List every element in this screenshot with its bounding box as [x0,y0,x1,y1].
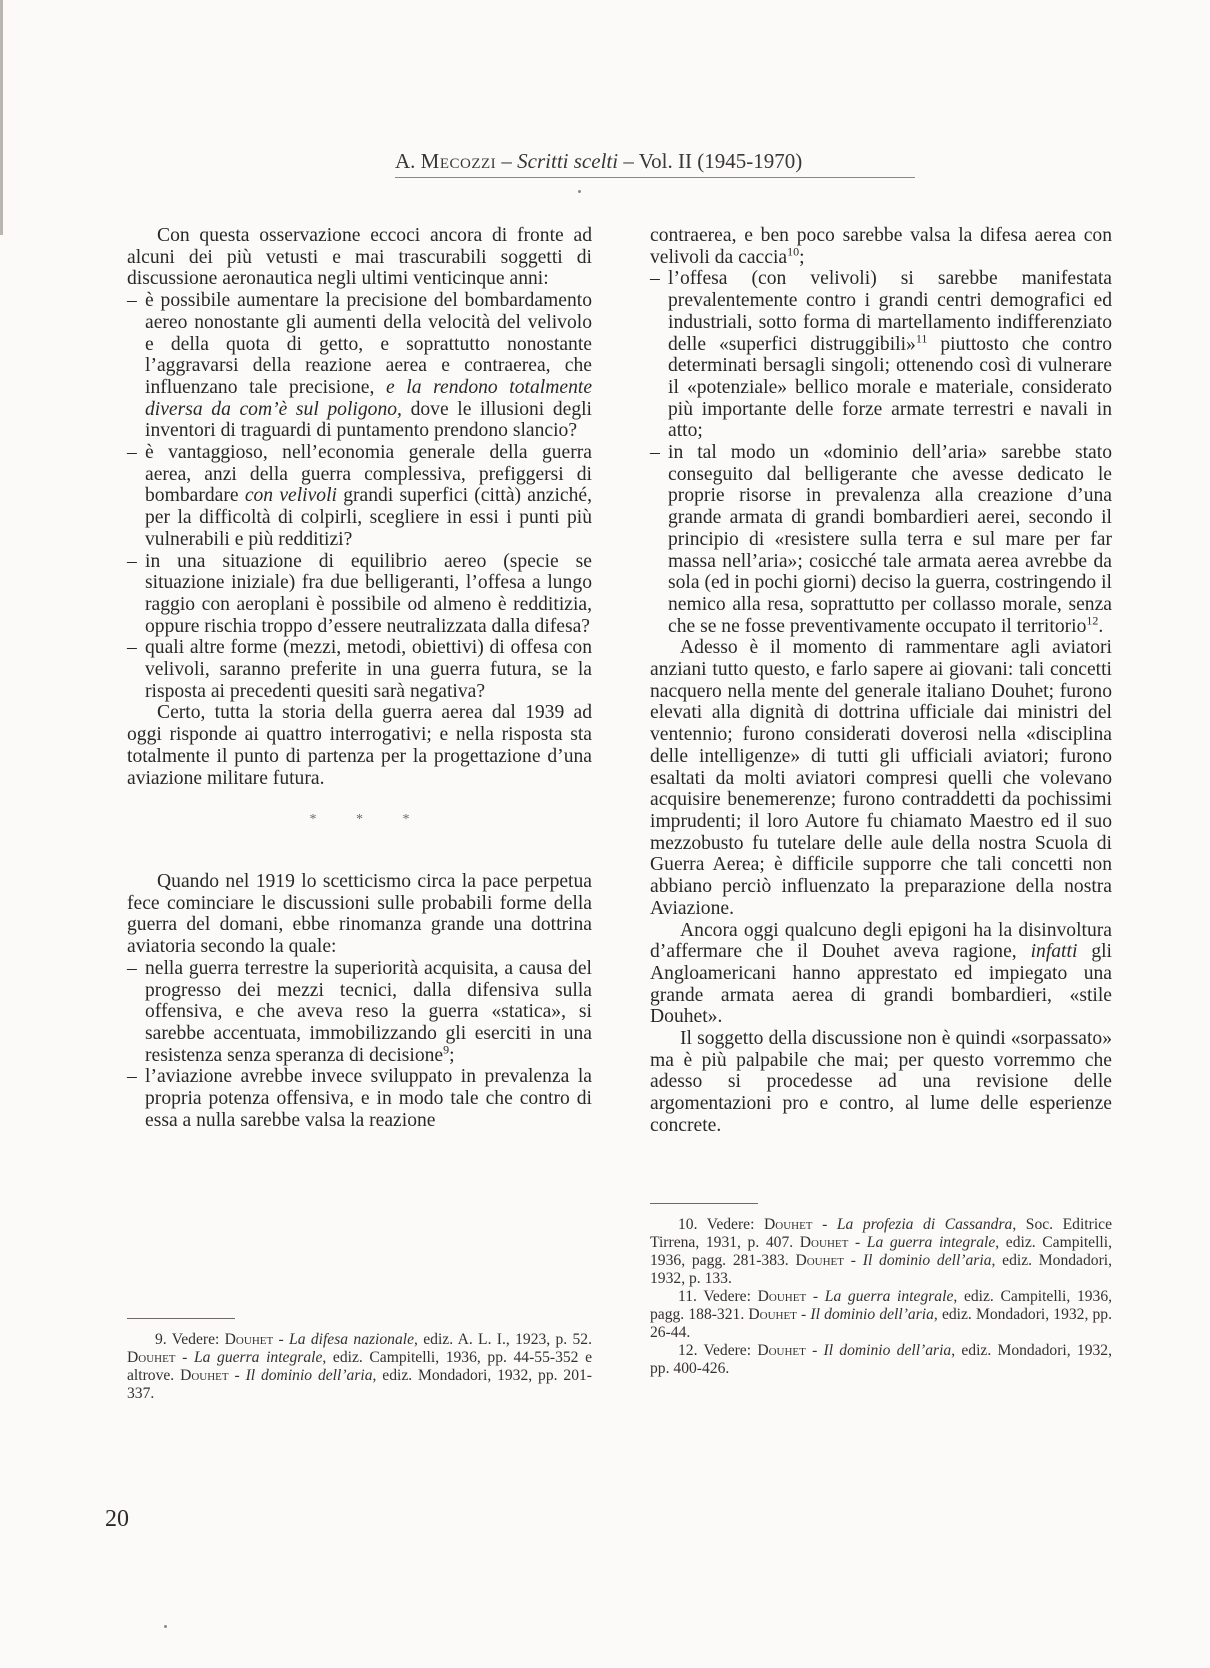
footnote-dash: - [175,1349,194,1366]
footnote-11-author-1: Douhet [757,1288,807,1305]
footnote-10-title-2: La guerra integrale [866,1234,996,1251]
footnote-rule-right [650,1203,758,1204]
footnote-dash: - [228,1367,246,1384]
footnote-rule-left [127,1318,235,1319]
section-separator: * * * [309,812,428,828]
doctrine-list [127,958,592,1132]
questions-list [127,290,592,702]
footnote-9-title-3: Il dominio dell’aria [245,1367,373,1384]
footnote-9 [127,1331,592,1403]
footnote-11 [650,1288,1112,1342]
right-column [650,225,1112,1137]
footnote-ref-12[interactable]: 12 [1086,613,1099,628]
doctrine-4-end: . [1098,615,1104,637]
ancora-text-a: Ancora oggi qualcuno degli epigoni ha la disinvoltura d’affermare che il Douhet aveva ragione, [650,919,1112,963]
ancora-paragraph [650,920,1112,1029]
footnote-ref-11[interactable]: 11 [915,330,928,345]
footnote-12-number: 12. Vedere: [678,1342,758,1359]
footnote-10-author-3: Douhet [795,1252,845,1269]
footnote-9-number: 9. Vedere: [155,1331,225,1348]
doctrine-item-2 [127,1066,592,1131]
doctrine-1-end: ; [449,1044,455,1066]
footnote-10-author-1: Douhet [763,1216,813,1233]
doctrine-3-end: piuttosto che contro determinati bersagli singoli; ottenendo così di vulnerare il «potenziale» bellico morale e materiale, considerato più importante delle forze armate terrestri e navali in atto; [668,333,1112,442]
footnote-12-ref-1: , ediz. Mondadori, 1932, pp. 400-426. [650,1342,1112,1377]
header-book-title: Scritti scelti [517,149,619,173]
question-2-text: è vantaggioso, nell’economia generale della guerra aerea, anzi della guerra complessiva, prefiggersi di bombardare [145,442,592,507]
continuation-paragraph [650,225,1112,268]
header-separator: – [496,149,518,173]
doctrine-2-text: l’aviazione avrebbe invece sviluppato in prevalenza la propria potenza offensiva, e in modo tale che contro di essa a nulla sarebbe valsa la reazione [145,1066,592,1131]
question-1-end: dove le illusioni degli inventori di traguardi di puntamento prendono slancio? [145,398,593,442]
question-2-end: grandi superfici (città) anziché, per la difficoltà di colpirli, scegliere in essi i punti più vulnerabili e più redditizi? [145,485,593,550]
footnote-11-title-1: La guerra integrale [824,1288,954,1305]
question-item-2 [127,442,592,551]
scan-speck [164,1625,167,1628]
footnote-12-title-1: Il dominio dell’aria [823,1342,952,1359]
footnote-11-ref-1: , ediz. Campitelli, 1936, pagg. 188-321. [650,1288,1113,1323]
footnote-12-author-1: Douhet [757,1342,806,1359]
footnote-9-ref-3: , ediz. Mondadori, 1932, pp. 201-337. [127,1367,592,1402]
question-4-text: quali altre forme (mezzi, metodi, obiettivi) di offesa con velivoli, saranno preferite in una guerra futura, se la risposta ai precedenti quesiti sarà negativa? [145,637,592,702]
doctrine-1-text: nella guerra terrestre la superiorità acquisita, a causa del progresso dei mezzi tecnici, dalla difensiva sulla offensiva, e che aveva reso la guerra «statica», si sarebbe accentuata, immobilizzando gli eserciti in una resistenza senza speranza di decisione [145,957,592,1066]
footnote-dash: - [848,1234,867,1251]
footnote-dash: - [844,1252,863,1269]
footnote-9-ref-2: , ediz. Campitelli, 1936, pp. 44-55-352 e altrove. [127,1349,592,1384]
footnote-9-author-3: Douhet [180,1367,229,1384]
continuation-end: ; [799,246,805,268]
question-3-text: in una situazione di equilibrio aereo (specie se situazione iniziale) fra due belligeranti, l’offesa a lungo raggio con aeroplani è possibile od almeno è redditizia, oppure rischia troppo d’essere neutralizzata dalla difesa? [145,550,592,637]
intro-paragraph: Con questa osservazione eccoci ancora di fronte ad alcuni dei più vetusti e mai trascurabili soggetti di discussione aeronautica negli ultimi venticinque anni: [127,225,592,290]
footnote-9-ref-1: , ediz. A. L. I., 1923, p. 52. [414,1331,593,1348]
footnote-ref-10[interactable]: 10 [787,244,800,259]
doctrine-item-3 [650,268,1112,442]
header-author-initial: A. [395,149,421,173]
footnote-10-title-1: La profezia di Cassandra [836,1216,1013,1233]
page-number: 20 [105,1506,129,1532]
footnote-dash: - [796,1306,811,1323]
footnotes-right [650,1203,1112,1378]
footnote-9-title-1: La difesa nazionale [289,1331,415,1348]
header-volume: – Vol. II (1945-1970) [618,149,803,173]
header-rule [395,177,915,178]
footnote-9-title-2: La guerra integrale [193,1349,323,1366]
continuation-text: contraerea, e ben poco sarebbe valsa la difesa aerea con velivoli da caccia [650,225,1112,268]
footnote-9-author-2: Douhet [127,1349,176,1366]
question-item-3 [127,551,592,638]
footnote-10-title-3: Il dominio dell’aria [862,1252,992,1269]
footnote-11-ref-2: , ediz. Mondadori, 1932, pp. 26-44. [650,1306,1113,1341]
footnote-10-ref-1: , Soc. Editrice Tirrena, 1931, p. 407. [650,1216,1112,1251]
adesso-paragraph: Adesso è il momento di rammentare agli aviatori anziani tutto questo, e farlo sapere ai giovani: tali concetti nacquero nella mente del generale italiano Douhet; furono elevati alla dignità di dottrina ufficiale dai ministri del ventennio; furono considerati doverosi nella «disciplina delle intelligenze» di tutti gli ufficiali aviatori; furono esaltati da molti aviatori compresi quelli che volevano acquisire benemerenze; furono contraddetti da pochissimi imprudenti; il loro Autore fu chiamato Maestro ed il suo mezzobusto fu tutelare delle aule della nostra Scuola di Guerra Aerea; è difficile supporre che tali concetti non abbiano perciò influenzato la preparazione della nostra Aviazione. [650,637,1112,919]
header-author-surname: Mecozzi [420,149,497,173]
conclusion-paragraph: Certo, tutta la storia della guerra aerea dal 1939 ad oggi risponde ai quattro interrogativi; e nella risposta sta totalmente il punto di partenza per la progettazione d’una aviazione militare futura. [127,702,592,789]
question-2-italic: con velivoli [244,485,337,507]
footnote-dash: - [812,1216,837,1233]
footnote-10-author-2: Douhet [799,1234,849,1251]
question-1-text: è possibile aumentare la precisione del bombardamento aereo nonostante gli aumenti della velocità del velivolo e della quota di getto, e soprattutto nonostante l’aggravarsi della reazione aerea e contraerea, che influenzano tale precisione, [145,290,592,398]
footnote-dash: - [805,1342,824,1359]
question-item-4 [127,637,592,702]
footnote-10 [650,1216,1112,1288]
footnote-12 [650,1342,1112,1378]
footnote-10-number: 10. Vedere: [678,1216,764,1233]
scan-speck [578,190,581,193]
question-1-italic: e la rendono totalmente diversa da com’è sul poligono, [145,376,593,420]
footnote-dash: - [273,1331,290,1348]
footnote-11-number: 11. Vedere: [678,1288,758,1305]
footnote-11-title-2: Il dominio dell’aria [810,1306,934,1323]
ancora-text-b: gli Angloamericani hanno apprestato ed impiegato una grande armata aerea di grandi bombardieri, «stile Douhet». [650,941,1112,1028]
running-header [395,149,835,174]
footnote-ref-9[interactable]: 9 [443,1042,450,1057]
footnote-dash: - [806,1288,825,1305]
doctrine-4-text: in tal modo un «dominio dell’aria» sarebbe stato conseguito dal belligerante che avesse dedicato le proprie risorse in prevalenza alla creazione d’una grande armata di grandi bombardieri aerei, secondo il principio di «resistere sulla terra e sul mare per far massa nell’aria»; cosicché tale armata aerea avrebbe da sola (ed in pochi giorni) deciso la guerra, costringendo il nemico alla resa, soprattutto per collasso morale, senza che se ne fosse preventivamente occupato il territorio [668,442,1112,637]
footnote-11-author-2: Douhet [748,1306,797,1323]
soggetto-paragraph: Il soggetto della discussione non è quindi «sorpassato» ma è più palpabile che mai; per questo vorremmo che adesso si procedesse ad una revisione delle argomentazioni pro e contro, al lume delle esperienze concrete. [650,1028,1112,1136]
footnote-10-ref-3: , ediz. Mondadori, 1932, p. 133. [650,1252,1112,1287]
question-item-1 [127,290,592,442]
footnote-10-ref-2: , ediz. Campitelli, 1936, pagg. 281-383. [650,1234,1112,1269]
doctrine-item-4 [650,442,1112,637]
doctrine-list-continued [650,268,1112,637]
footnote-9-author-1: Douhet [224,1331,274,1348]
section2-intro-paragraph: Quando nel 1919 lo scetticismo circa la pace perpetua fece cominciare le discussioni sulle probabili forme della guerra del domani, ebbe rinomanza grande una dottrina aviatoria secondo la quale: [127,870,592,958]
left-column [127,225,592,1131]
ancora-italic: infatti [1030,941,1078,963]
page-edge-line [0,0,3,235]
footnotes-left [127,1318,592,1403]
doctrine-3-text: l’offesa (con velivoli) si sarebbe manifestata prevalentemente contro i grandi centri demografici ed industriali, sotto forma di martellamento indifferenziato delle «superfici distruggibili» [668,268,1112,355]
doctrine-item-1 [127,958,592,1067]
